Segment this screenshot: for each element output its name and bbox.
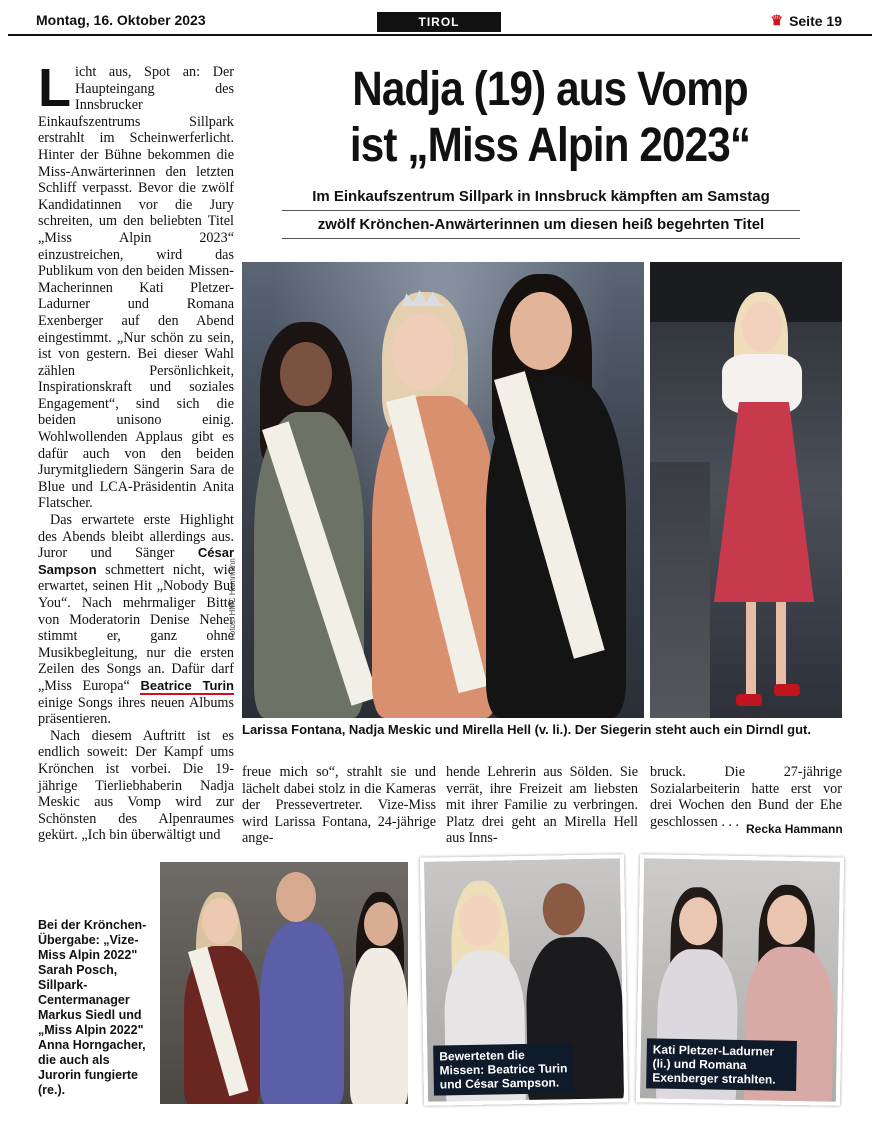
body-text: schmettert nicht, wie erwartet, seinen Hit „Nobody But You“. Nach mehrmaliger Bitte von Moderatorin Denise Neher stimmt er, ganz ohne Musikbegleitung, nur die ersten Zeilen des Songs an. Dafür darf „Miss Europa“ [38,561,234,694]
person-shirt-purple [260,922,344,1104]
drop-cap: L [38,58,71,118]
red-shoe [736,694,762,706]
photo-jury [420,854,628,1106]
body-paragraph-1 [38,58,234,512]
photo-organizers [636,854,844,1106]
crown-handover-caption: Bei der Krönchen-Übergabe: „Vize-Miss Alpin 2022" Sarah Posch, Sillpark-Centermanager Markus Siedl und „Miss Alpin 2022" Anna Horngacher, die auch als Jurorin fungierte (re.). [38,918,147,1097]
issue-date: Montag, 16. Oktober 2023 [36,12,206,28]
side-photo-dirndl [650,262,842,718]
article-body-left [38,58,234,844]
author-name: Recka Hammann [746,822,843,836]
person-face [392,314,454,390]
crown-icon: ♛ [770,12,784,28]
body-text: icht aus, Spot an: Der Haupteingang des Innsbrucker Einkaufszentrums Sillpark erstrahlt im Scheinwerferlicht. Hinter der Bühne bekommen die Miss-Anwärterinnen den letzten Schliff verpasst. Bevor die zwölf Kandidatinnen vor die Jury schreiten, um den beliebten Titel „Miss Alpin 2023“ einzustreichen, wird das Publikum von den beiden Missen-Macherinnen Kati Pletzer-Ladurner und Romana Exenberger auf den Abend eingestimmt. „Nur schön zu sein, ist von gestern. Bei dieser Wahl zählen Persönlichkeit, Inspirationskraft und soziales Engagement“, sind sich die beiden unisono einig. Wohlwollenden Applaus gibt es dafür auch von den beiden Jurymitgliedern Sängerin Sara de Blue und LCA-Präsidentin Anita Flatscher. [38,64,234,512]
page-number-block [771,12,843,29]
person-face [276,872,316,922]
headline-line-1: Nadja (19) aus Vomp [352,63,748,116]
person-face [202,898,238,944]
audience [650,462,710,718]
person-face [742,302,782,352]
person-face [280,342,332,406]
subheadline-line-2: zwölf Krönchen-Anwärterinnen um diesen heiß begehrten Titel [282,212,800,239]
person-face [510,292,572,370]
photo-credit: Fotos: HMC Hammann [228,558,237,640]
page-number: Seite 19 [789,12,842,29]
main-photo-caption: Larissa Fontana, Nadja Meskic und Mirella Hell (v. li.). Der Siegerin steht auch ein Dirndl gut. [242,722,811,737]
headline-line-2: ist „Miss Alpin 2023“ [349,119,751,172]
body-text: einige Songs ihres neuen Albums präsentieren. [38,694,234,728]
header-rule [8,34,872,36]
section-label: TIROL [377,12,501,32]
body-text: Das erwartete erste Highlight des Abends bleibt allerdings aus. Juror und Sänger [38,512,234,562]
red-shoe [774,684,800,696]
leg [776,602,786,692]
article-body-col3: hende Lehrerin aus Sölden. Sie verrät, ihre Freizeit am liebsten mit ihrer Familie zu verbringen. Platz drei geht an Mirella Hell aus Inns- [446,764,638,847]
body-paragraph-3: Nach diesem Auftritt ist es endlich soweit: Der Kampf ums Krönchen ist vorbei. Die 19-jährige Tierliebhaberin Nadja Meskic aus Vomp wird zur Schönsten des Alpenraumes gekürt. „Ich bin überwältigt und [38,727,234,844]
person-face [542,883,585,936]
article-body-col2: freue mich so“, strahlt sie und lächelt dabei stolz in die Kameras der Pressevertreter. Vize-Miss wird Larissa Fontana, 24-jährige ange- [242,764,436,847]
person-dress-white [350,948,408,1104]
main-photo-winners [242,262,644,718]
person-face [364,902,398,946]
person-name-beatrice: Beatrice Turin [140,677,234,693]
article-body-col4: bruck. Die 27-jährige Sozialarbeiterin hatte erst vor drei Wochen den Bund der Ehe geschlossen . . . [650,764,842,830]
jury-caption: Bewerteten die Missen: Beatrice Turin und César Sampson. [433,1043,574,1095]
body-paragraph-2 [38,512,234,728]
subheadline-line-1: Im Einkaufszentrum Sillpark in Innsbruck kämpften am Samstag [282,184,800,211]
article-headline [293,62,807,174]
photo-crown-handover [160,862,408,1104]
person-name-cesar: César Sampson [38,545,234,577]
leg [746,602,756,702]
dirndl-skirt [714,402,814,602]
organizers-caption: Kati Pletzer-Ladurner (li.) und Romana Exenberger strahlten. [646,1038,797,1091]
